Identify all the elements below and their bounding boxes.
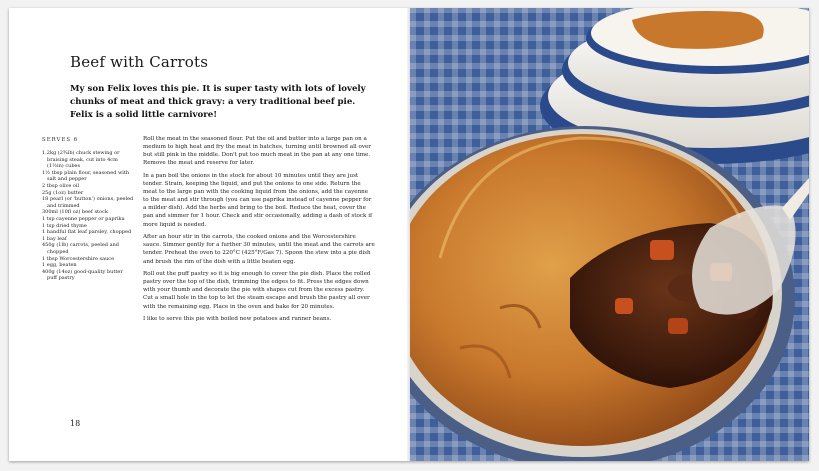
recipe-intro: My son Felix loves this pie. It is super tasty with lots of lovely chunks of meat and thick gravy: a very traditional beef pie. Felix is a solid little carnivore!: [70, 84, 366, 120]
ingredient-item: 300ml (10fl oz) beef stock: [42, 209, 108, 216]
ingredients-list: [42, 150, 134, 282]
method-paragraph: After an hour stir in the carrots, the cooked onions and the Worcestershire sauce. Simmer gently for a further 30 minutes, until the meat and the carrots are tender. Preheat the oven to 220°C (425°F/Gas 7). Spoon the stew into a pie dish and brush the rim of the dish with a little beaten egg.: [143, 234, 375, 265]
method-text: [143, 135, 375, 328]
method-paragraph: I like to serve this pie with boiled new potatoes and runner beans.: [143, 316, 332, 323]
recipe-title: Beef with Carrots: [70, 53, 209, 71]
serves-label: SERVES 6: [42, 137, 79, 143]
page-number: 18: [70, 419, 81, 428]
ingredient-item: 1 tsp cayenne pepper or paprika: [42, 215, 125, 222]
ingredient-item: 1½ tbsp plain flour, seasoned with salt and pepper: [42, 169, 130, 183]
method-paragraph: In a pan boil the onions in the stock for about 10 minutes until they are just tender. Strain, keeping the liquid, and put the onions to one side. Return the meat to the large pan with the cooking liquid from the onions, add the cayenne to the meat and stir through (you can use paprika instead of cayenne pepper for a milder dish). Add the herbs and bring to the boil. Reduce the heat, cover the pan and simmer for 1 hour. Check and stir occasionally, adding a dash of stock if more liquid is needed.: [143, 172, 373, 228]
ingredient-item: 1 handful flat leaf parsley, chopped: [42, 229, 132, 236]
ingredient-item: 1.2kg (2¾lb) chuck stewing or braising steak, cut into 4cm (1½in) cubes: [42, 150, 120, 170]
ingredient-item: 1 bay leaf: [42, 235, 67, 242]
ingredient-item: 1 tsp dried thyme: [42, 222, 87, 229]
ingredient-item: 18 pearl (or 'button') onions, peeled and trimmed: [42, 196, 134, 209]
ingredient-item: 1 egg, beaten: [42, 262, 77, 269]
method-paragraph: Roll out the puff pastry so it is big enough to cover the pie dish. Place the rolled pastry over the top of the dish, trimming the edges to fit. Press the edges down with your thumb and decorate the pie with shapes cut from the excess pastry. Cut a small hole in the top to let the steam escape and brush the pastry all over with the remaining egg. Place in the oven and bake for 20 minutes.: [143, 271, 371, 310]
ingredient-item: 25g (1oz) butter: [42, 189, 84, 196]
ingredient-item: 400g (14oz) good-quality butter puff pastry: [42, 268, 123, 282]
ingredient-item: 1 tbsp Worcestershire sauce: [42, 255, 115, 262]
carrot-chunk: [615, 298, 633, 314]
method-paragraph: Roll the meat in the seasoned flour. Put the oil and butter into a large pan on a medium to high heat and fry the meat in batches, turning until browned all over but still pink in the middle. Don't put too much meat in the pan at any one time. Remove the meat and reserve for later.: [143, 136, 371, 167]
carrot-chunk: [650, 240, 674, 260]
left-page: [9, 8, 410, 461]
ingredient-item: 450g (1lb) carrots, peeled and chopped: [42, 242, 119, 255]
pie-photo-illustration: [410, 8, 809, 461]
book-spread: [9, 8, 809, 461]
carrot-chunk: [668, 318, 688, 334]
ingredient-item: 2 tbsp olive oil: [42, 182, 80, 189]
pie-photo: [410, 8, 809, 461]
